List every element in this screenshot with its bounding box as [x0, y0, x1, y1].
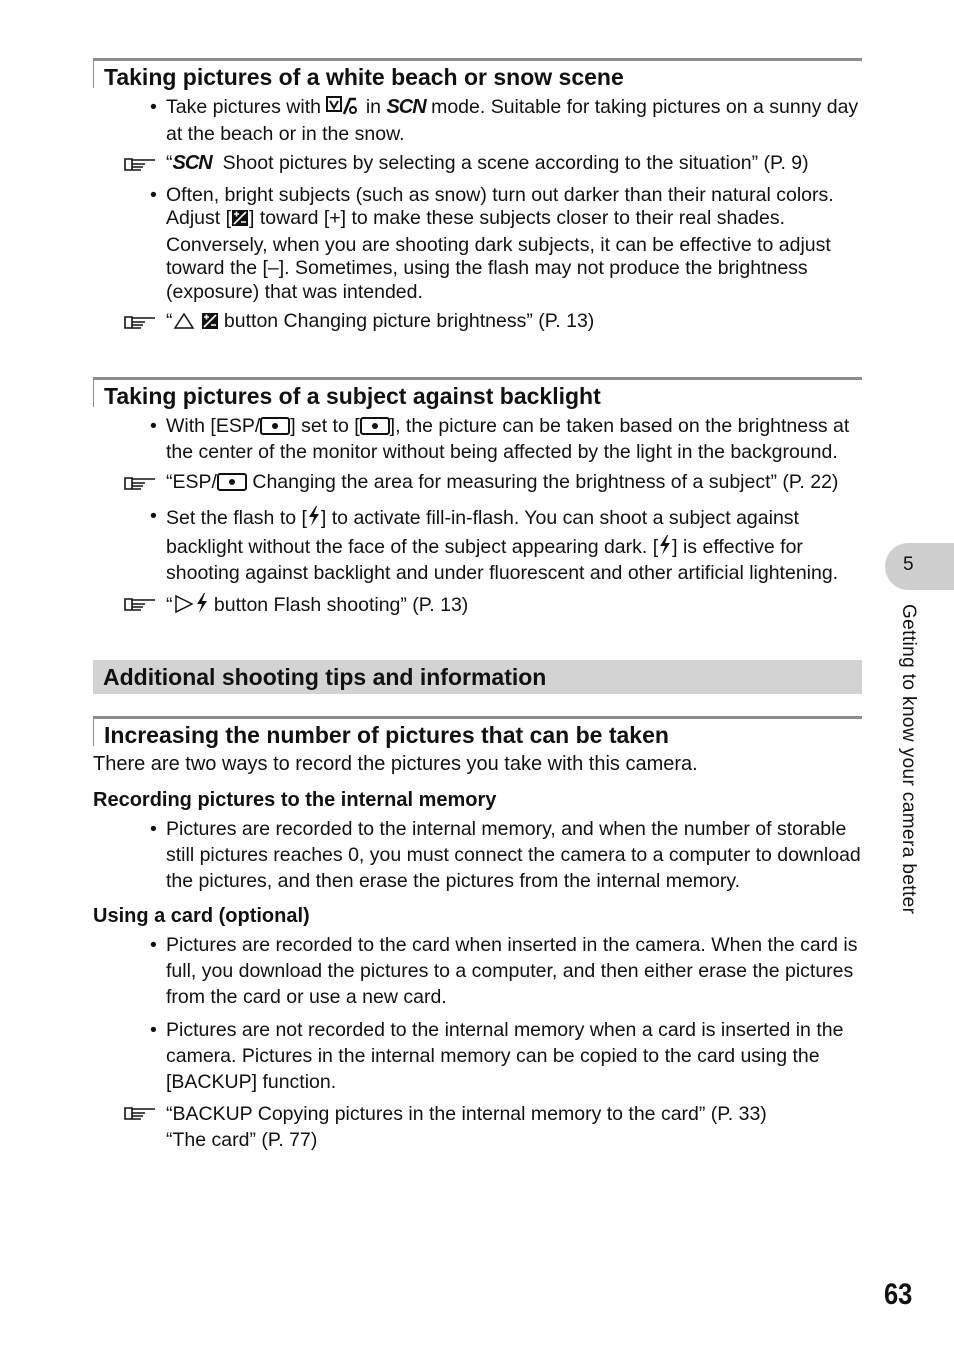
spot-metering-icon: [360, 417, 390, 442]
bullet-card-backup: [93, 1017, 862, 1095]
bullet-text: in: [365, 96, 382, 118]
quote-open: “: [166, 310, 173, 332]
pointing-hand-icon: [123, 595, 157, 613]
page-body: [93, 58, 862, 1153]
reference-text: “The card” (P. 77): [166, 1129, 318, 1151]
bullet-text: ] set to [: [290, 414, 360, 437]
reference-scn: [93, 152, 862, 176]
section-heading-white-beach: [93, 58, 862, 88]
heading-text: Taking pictures of a subject against backlight: [104, 382, 601, 409]
flash-icon: [307, 505, 321, 534]
section-heading-additional-tips: [93, 660, 862, 694]
bullet-text: With [ESP/: [166, 414, 261, 437]
bullet-bright-subjects: [93, 184, 862, 305]
heading-text: Increasing the number of pictures that can be taken: [104, 722, 669, 748]
bullet-text: Pictures are recorded to the internal memory, and when the number of storable still pictures reaches 0, you must connect the camera to a computer to download the pictures, and then erase the pictures from the internal memory.: [166, 818, 861, 892]
bullet-card-full: [93, 932, 862, 1010]
right-arrow-button-icon: [173, 594, 195, 621]
bullet-text: Pictures are not recorded to the internal memory when a card is inserted in the camera. Pictures in the internal memory can be copied to the card using the [BACKUP] function.: [166, 1019, 844, 1093]
subheading-card: Using a card (optional): [93, 905, 310, 927]
flash-icon: [195, 592, 209, 621]
beach-snow-scene-icon: [326, 96, 360, 123]
scn-mode-icon: SCN: [386, 96, 426, 118]
bullet-text: Often, bright subjects (such as snow) turn out darker than their natural colors. Adjust [: [166, 183, 834, 229]
bullet-text: ] to activate fill-in-flash. You can shoot a subject against backlight without the face of the subject appearing dark. [: [166, 507, 799, 558]
bullet-text: ], the picture can be taken based on the brightness at the center of the monitor without being affected by the light in the background.: [166, 414, 850, 463]
section-heading-increasing-pictures: [93, 716, 862, 746]
pointing-hand-icon: [123, 313, 157, 331]
reference-flash: [93, 592, 862, 621]
reference-text: Changing the area for measuring the brightness of a subject” (P. 22): [252, 470, 839, 493]
pointing-hand-icon: [123, 155, 157, 173]
bullet-text: Pictures are recorded to the card when inserted in the camera. When the card is full, you download the pictures to a computer, and then either erase the pictures from the card or use a new card.: [166, 934, 858, 1008]
subheading-internal-memory: Recording pictures to the internal memory: [93, 789, 497, 811]
pointing-hand-icon: [123, 1104, 157, 1122]
page-number: 63: [884, 1278, 913, 1311]
reference-text: “BACKUP Copying pictures in the internal memory to the card” (P. 33): [166, 1103, 767, 1125]
scn-mode-icon: SCN: [172, 152, 212, 174]
reference-text: Shoot pictures by selecting a scene according to the situation” (P. 9): [222, 152, 809, 174]
bullet-spot-metering: [93, 415, 862, 465]
spot-metering-icon: [217, 473, 247, 498]
bullet-internal-memory: [93, 816, 862, 894]
chapter-number: 5: [903, 554, 914, 575]
spot-metering-icon: [260, 417, 290, 442]
flash-icon: [658, 534, 672, 563]
bullet-text: Set the flash to [: [166, 507, 307, 529]
reference-brightness: [93, 310, 862, 337]
quote-open: “: [166, 152, 173, 174]
quote-open: “: [166, 593, 173, 616]
bullet-fill-flash: [93, 505, 862, 586]
pointing-hand-icon: [123, 474, 157, 492]
heading-text: Additional shooting tips and information: [103, 664, 547, 690]
bullet-text: Take pictures with: [166, 96, 321, 118]
reference-esp: [93, 471, 862, 498]
up-arrow-button-icon: [173, 312, 201, 337]
bullet-text: ] toward [+] to make these subjects closer to their real shades. Conversely, when you are shooting dark subjects, it can be effective to adjust toward the [–]. Sometimes, using the flash may not produce the brightness (exposure) that was intended.: [166, 207, 831, 303]
section-heading-backlight: [93, 377, 862, 407]
exposure-compensation-icon: [231, 209, 249, 234]
quote-open: “ESP/: [166, 470, 217, 493]
bullet-text: ] is effective for shooting against backlight and under fluorescent and other artificial lightening.: [166, 535, 839, 584]
reference-text: button Flash shooting” (P. 13): [213, 593, 469, 616]
bullet-text: mode. Suitable for taking pictures on a sunny day at the beach or in the snow.: [166, 96, 859, 145]
reference-text: button Changing picture brightness” (P. 13): [223, 310, 595, 332]
bullet-beach-mode: [93, 96, 862, 146]
heading-text: Taking pictures of a white beach or snow scene: [104, 64, 624, 90]
intro-text: There are two ways to record the pictures you take with this camera.: [93, 753, 698, 775]
reference-backup: [93, 1101, 862, 1153]
chapter-tab: [885, 543, 954, 590]
exposure-compensation-icon: [201, 312, 219, 337]
chapter-title: Getting to know your camera better: [898, 604, 919, 915]
